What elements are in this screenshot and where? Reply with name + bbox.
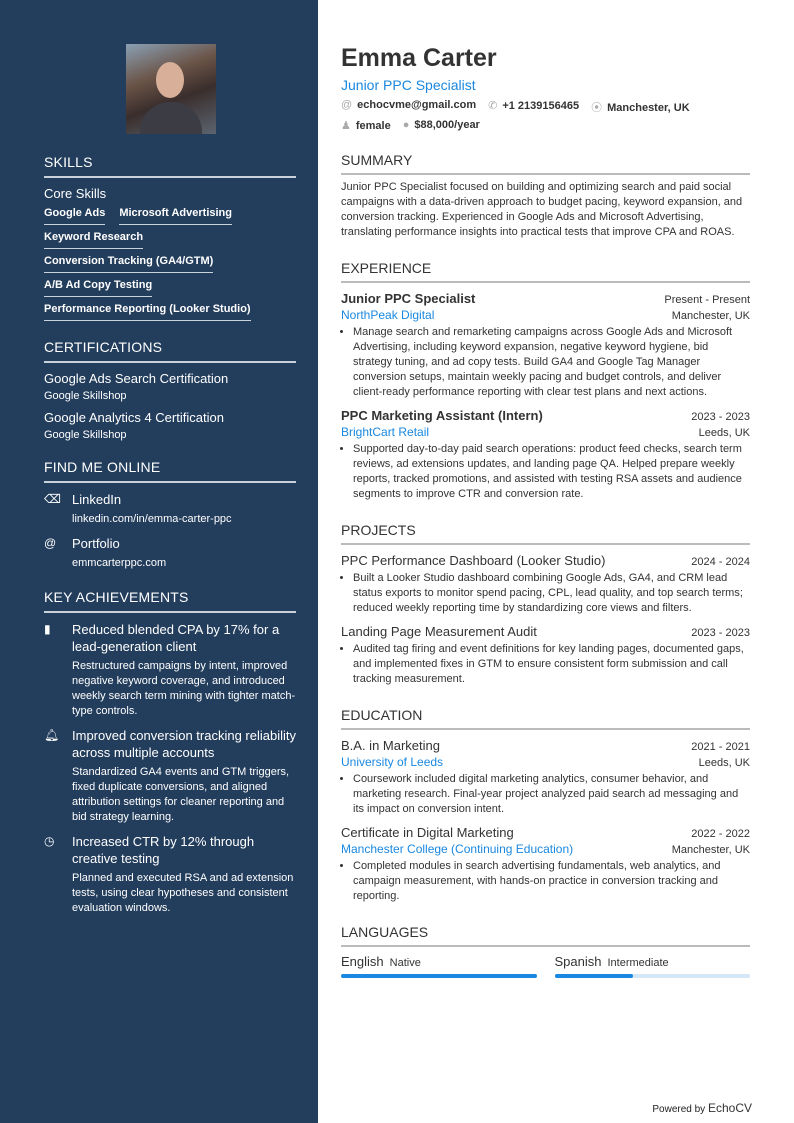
experience-item [341, 408, 750, 502]
skills-heading: SKILLS [44, 154, 296, 178]
skill-tag: Microsoft Advertising [119, 203, 232, 225]
language-bar [341, 974, 537, 978]
bullet: • Coursework included digital marketing analytics, consumer behavior, and marketing research. Final-year project analyzed paid search ad messaging and its impact on conversion intent. [353, 772, 750, 817]
language-bar-fill [555, 974, 633, 978]
footer [652, 1101, 752, 1115]
school: Manchester College (Continuing Education) [341, 842, 574, 856]
cert-issuer: Google Skillshop [44, 429, 127, 441]
achievement-title: Reduced blended CPA by 17% for a lead-generation client [72, 622, 280, 654]
achievement-title: Improved conversion tracking reliability across multiple accounts [72, 728, 296, 760]
sidebar [0, 0, 318, 1123]
achievement-desc: Restructured campaigns by intent, improved negative keyword coverage, and introduced weekly search term mining with tighter match-type controls. [72, 660, 296, 717]
skills-list [44, 201, 296, 225]
achievement-desc: Planned and executed RSA and ad extension tests, using clear hypotheses and consistent evaluation windows. [72, 872, 294, 914]
language-bar [555, 974, 751, 978]
experience-item [341, 291, 750, 400]
contact-row [341, 99, 750, 115]
education-item [341, 738, 750, 817]
dates: 2023 - 2023 [691, 627, 750, 639]
language-level: Intermediate [607, 957, 669, 969]
education-heading: EDUCATION [341, 707, 750, 730]
dates: 2023 - 2023 [691, 411, 750, 423]
bullet: • Supported day-to-day paid search operations: product feed checks, search term reviews, ad extensions updates, and landing page QA. Helped prepare weekly reports, tracked promotions, and assisted with testing RSA assets and audience segments to improve CTR and conversion rate. [353, 442, 750, 502]
salary: $88,000/year [414, 119, 480, 131]
project-item [341, 553, 750, 616]
salary-icon: ● [402, 119, 410, 131]
bullet: • Manage search and remarketing campaigns across Google Ads and Microsoft Advertising, including keyword expansion, negative keyword hygiene, bid strategy tuning, and ad copy tests. Build GA4 and Google Tag Manager conversion setups, maintain weekly pacing and budget controls, and deliver client-ready performance reporting with clear test plans and next actions. [353, 325, 750, 400]
job-title: Junior PPC Specialist [341, 77, 476, 93]
language-name: English [341, 954, 384, 969]
phone[interactable]: +1 2139156465 [502, 100, 580, 112]
education-item [341, 825, 750, 904]
at-icon: @ [44, 536, 57, 550]
location: Manchester, UK [671, 844, 750, 856]
summary-text: Junior PPC Specialist focused on building and optimizing search and paid social campaigns with a data-driven approach to budget pacing, keyword expansion, and conversion tracking. Experienced in Google Ads and Microsoft Advertising, translating performance insights into practical tests that improve CPA and ROAS. [341, 181, 743, 238]
language-item [341, 953, 537, 978]
linkedin-item [44, 491, 296, 527]
person-icon: ♟ [341, 120, 351, 132]
portfolio-item [44, 535, 296, 571]
location: Leeds, UK [698, 757, 750, 769]
languages-heading: LANGUAGES [341, 924, 750, 947]
skill-tag: Performance Reporting (Looker Studio) [44, 299, 251, 321]
bell-icon: 🔔︎ [44, 728, 60, 742]
achievement-item [44, 621, 296, 719]
dates: 2024 - 2024 [691, 556, 750, 568]
location: Manchester, UK [671, 310, 750, 322]
email[interactable]: echocvme@gmail.com [357, 99, 477, 111]
document-icon: ▮ [44, 622, 51, 636]
skill-tag: Google Ads [44, 203, 105, 225]
bullet: • Completed modules in search advertising fundamentals, web analytics, and campaign measurement, with hands-on practice in conversion tracking and reporting. [353, 859, 750, 904]
dates: 2022 - 2022 [691, 828, 750, 840]
email-icon: @ [341, 99, 353, 111]
summary-heading: SUMMARY [341, 152, 750, 175]
linkedin-link[interactable]: linkedin.com/in/emma-carter-ppc [72, 513, 232, 525]
projects-heading: PROJECTS [341, 522, 750, 545]
achievement-item [44, 833, 296, 916]
online-heading: FIND ME ONLINE [44, 459, 296, 483]
location: Leeds, UK [698, 427, 750, 439]
linkedin-icon: ⌫ [44, 492, 61, 506]
contact-row [341, 119, 750, 132]
degree: Certificate in Digital Marketing [341, 825, 514, 840]
cert-name: Google Analytics 4 Certification [44, 410, 224, 425]
language-name: Spanish [554, 954, 602, 969]
company: NorthPeak Digital [341, 308, 435, 322]
clock-icon: ◷ [44, 834, 55, 848]
online-label: Portfolio [72, 536, 120, 551]
skill-tag: A/B Ad Copy Testing [44, 275, 152, 297]
achievement-desc: Standardized GA4 events and GTM triggers, fixed duplicate conversions, and aligned attribution settings for cleaner reporting and bid strategy learning. [72, 766, 290, 823]
cert-name: Google Ads Search Certification [44, 371, 229, 386]
bullet: • Audited tag firing and event definitions for key landing pages, documented gaps, and implemented fixes in GTM to ensure consistent form submission and call tracking measurement. [353, 642, 750, 687]
skill-tag: Conversion Tracking (GA4/GTM) [44, 251, 213, 273]
core-skills-label: Core Skills [44, 186, 107, 201]
achievements-heading: KEY ACHIEVEMENTS [44, 589, 296, 613]
languages-list [341, 953, 750, 978]
language-level: Native [389, 957, 421, 969]
main-content [341, 44, 750, 978]
phone-icon: ✆ [488, 100, 498, 112]
powered-by: Powered by [652, 1104, 706, 1115]
position-title: Junior PPC Specialist [341, 291, 476, 306]
language-bar-fill [341, 974, 537, 978]
cert-issuer: Google Skillshop [44, 390, 127, 402]
location: Manchester, UK [607, 102, 690, 114]
bullet: • Built a Looker Studio dashboard combining Google Ads, GA4, and CRM lead status exports to monitor spend pacing, CPL, lead quality, and top search terms; reduced weekly reporting time by standardizing core views and filters. [353, 571, 750, 616]
experience-heading: EXPERIENCE [341, 260, 750, 283]
certifications-heading: CERTIFICATIONS [44, 339, 296, 363]
project-title: PPC Performance Dashboard (Looker Studio) [341, 553, 606, 568]
company: BrightCart Retail [341, 425, 430, 439]
project-item [341, 624, 750, 687]
location-icon: ⦿ [591, 102, 603, 114]
portfolio-link[interactable]: emmcarterppc.com [72, 557, 167, 569]
achievement-item [44, 727, 296, 825]
position-title: PPC Marketing Assistant (Intern) [341, 408, 543, 423]
candidate-name: Emma Carter [341, 44, 497, 72]
brand-link[interactable]: EchoCV [707, 1101, 752, 1115]
achievement-title: Increased CTR by 12% through creative testing [72, 834, 255, 866]
skill-tag: Keyword Research [44, 227, 143, 249]
profile-photo [126, 44, 216, 134]
degree: B.A. in Marketing [341, 738, 440, 753]
gender: female [355, 120, 391, 132]
dates: 2021 - 2021 [691, 741, 750, 753]
online-label: LinkedIn [72, 492, 122, 507]
project-title: Landing Page Measurement Audit [341, 624, 537, 639]
dates: Present - Present [664, 294, 750, 306]
school: University of Leeds [341, 755, 444, 769]
language-item [555, 953, 751, 978]
